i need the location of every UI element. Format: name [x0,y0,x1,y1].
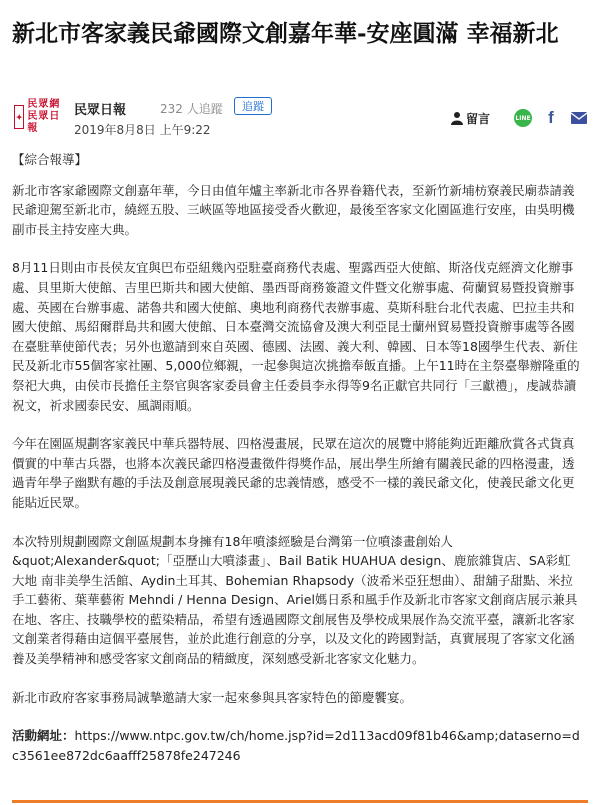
paragraph-5: 新北市政府客家事務局誠摯邀請大家一起來參與具客家特色的節慶饗宴。 [12,689,413,705]
line-share-button[interactable] [514,109,532,127]
logo-line-1: 民眾網 [27,99,61,110]
comment-button[interactable] [451,110,490,127]
logo-mark: ✦ [14,105,24,129]
paragraph-1: 新北市客家爺國際文創嘉年華，今日由值年爐主率新北市各界眷籍代表，至新竹新埔枋寮義民廟恭請義民爺迎駕至新北市，繞經五股、三峽區等地區接受香火歡迎，最後至客家文化園區進行安座，由吳明機副市長主持安座大典。 [12,182,575,237]
event-link-label: 活動網址： [12,728,75,744]
person-icon [451,111,463,125]
bottom-divider [12,800,588,803]
article-tag: 【綜合報導】 [12,152,88,167]
article-actions [451,109,588,127]
follower-count: 232 人追蹤 [160,102,223,116]
event-link-paragraph [12,726,582,765]
mail-share-button[interactable] [570,109,588,127]
mail-icon [571,112,587,124]
publish-date: 2019年8月8日 上午9:22 [74,123,211,137]
source-byline [12,97,592,141]
publisher-logo[interactable] [14,99,64,134]
publisher-name[interactable]: 民眾日報 [74,103,127,118]
logo-line-2: 民眾日報 [27,111,61,134]
facebook-share-button[interactable] [542,109,560,127]
facebook-icon: f [548,108,554,127]
article-title: 新北市客家義民爺國際文創嘉年華-安座圓滿 幸福新北 [12,20,559,47]
article-body [12,150,582,765]
paragraph-3: 今年在園區規劃客家義民中華兵器特展、四格漫畫展，民眾在這次的展覽中將能夠近距離欣賞各式貨真價實的中華古兵器，也將本次義民爺四格漫畫徵件得獎作品，展出學生所繪有關義民爺的四格漫畫，透過青年學子幽默有趣的手法及創意展現義民爺的忠義情感，感受不一樣的義民爺文化，使義民爺文化更能貼近民眾。 [12,436,575,510]
line-icon: LINE [514,109,532,127]
follow-button[interactable]: 追蹤 [234,97,272,115]
paragraph-4: 本次特別規劃國際文創區規劃本身擁有18年噴漆經驗是台灣第一位噴漆畫創始人&quot;Alexander&quot;「亞歷山大噴漆畫」、Bail Batik HUAHUA design、鹿旅雜貨店、SA彩虹大地 南非美學生活館、Aydin土耳其、Bohemian Rhapsody（波希米亞狂想曲）、甜舖子甜點、米拉手工藝術、葉華藝術 Mehndi / Henna Design、Ariel媽日系和風手作及新北市客家文創商店展示兼具在地、客庄、技職學校的藍染精品，希望有透過國際文創展售及學校成果展作為交流平臺，讓新北客家文創業者得藉由這個平臺展售，並於此進行創意的分享，以及文化的跨國對話，真實展現了客家文化涵養及美學精神和感受客家文創商品的精緻度，深刻感受新北客家文化魅力。 [12,533,578,667]
comment-label: 留言 [465,111,490,126]
event-link-url[interactable]: https://www.ntpc.gov.tw/ch/home.jsp?id=2d113acd09f81b46&amp;dataserno=dc3561ee872dc6aafff25878fe247246 [12,728,580,763]
paragraph-2: 8月11日則由市長侯友宜與巴布亞紐幾內亞駐臺商務代表處、聖露西亞大使館、斯洛伐克經濟文化辦事處、貝里斯大使館、吉里巴斯共和國大使館、墨西哥商務簽證文件暨文化辦事處、荷蘭貿易暨投資辦事處、英國在台辦事處、諾魯共和國大使館、奧地利商務代表辦事處、莫斯科駐台北代表處、巴拉圭共和國大使館、馬紹爾群島共和國大使館、日本臺灣交流協會及澳大利亞昆士蘭州貿易暨投資辦事處等各國在臺駐華使節代表；另外也邀請到來自英國、德國、法國、義大利、韓國、日本等18國學生代表、新住民及新北市55個客家社團、5,000位鄉親，一起參與這次挑擔奉飯直播。上午11時在主祭臺舉辦隆重的祭祀大典，由侯市長擔任主祭官與客家委員會主任委員李永得等9名正獻官共同行「三獻禮」，虔誠恭讀祝文，祈求國泰民安、風調雨順。 [12,260,580,413]
